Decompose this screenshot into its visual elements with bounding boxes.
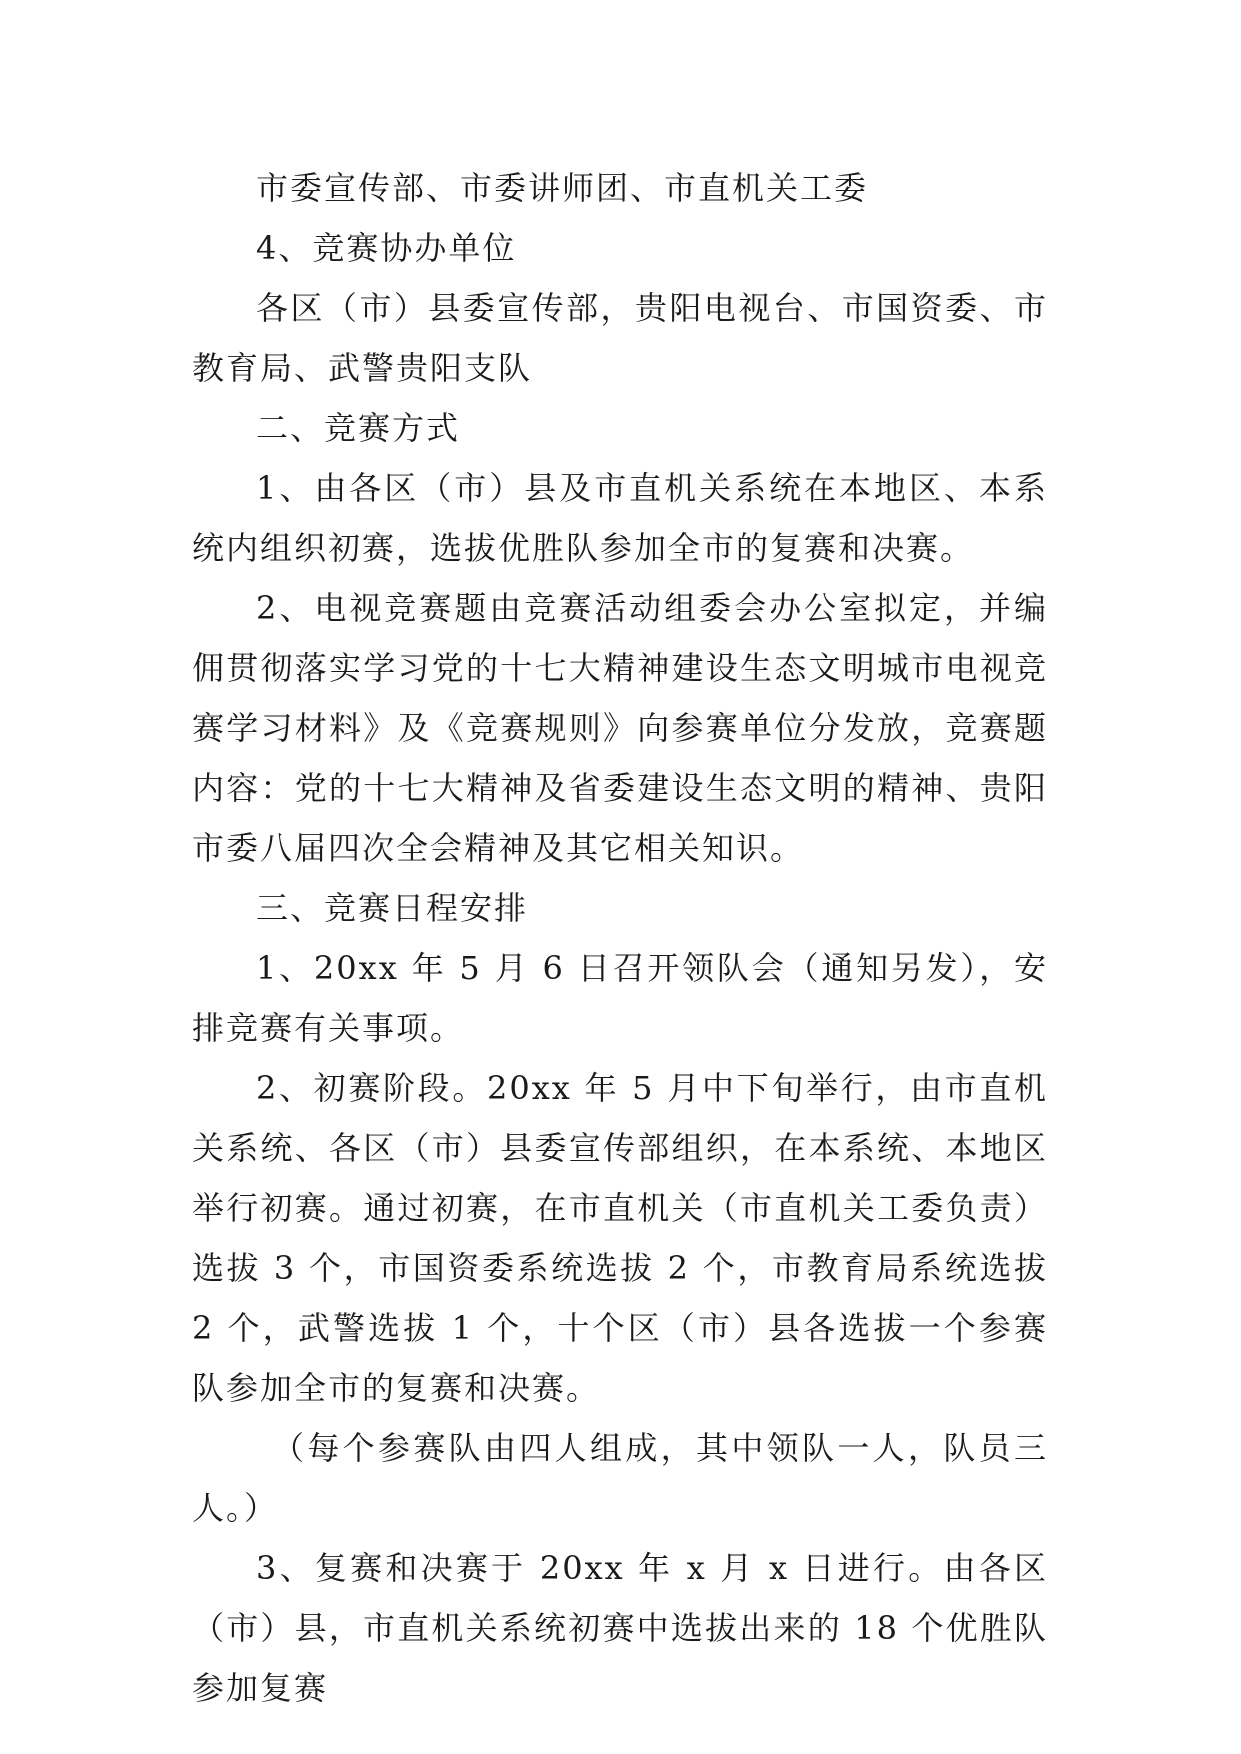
heading-co-organizers: 4、竞赛协办单位 (256, 229, 517, 267)
paragraph-team-note: （每个参赛队由四人组成，其中领队一人，队员三人。） (192, 1429, 1048, 1527)
section-heading-schedule: 三、竞赛日程安排 (256, 889, 529, 927)
paragraph-co-organizers: 各区（市）县委宣传部，贵阳电视台、市国资委、市教育局、武警贵阳支队 (192, 289, 1048, 387)
paragraph-organizers: 市委宣传部、市委讲师团、市直机关工委 (256, 169, 869, 207)
paragraph-method-2: 2、电视竞赛题由竞赛活动组委会办公室拟定，并编佣贯彻落实学习党的十七大精神建设生态文明城市电视竞赛学习材料》及《竞赛规则》向参赛单位分发放，竞赛题内容：党的十七大精神及省委建设生态文明的精神、贵阳市委八届四次全会精神及其它相关知识。 (192, 589, 1048, 867)
paragraph-schedule-1: 1、20xx 年 5 月 6 日召开领队会（通知另发），安排竞赛有关事项。 (192, 949, 1048, 1047)
paragraph-method-1: 1、由各区（市）县及市直机关系统在本地区、本系统内组织初赛，选拔优胜队参加全市的复赛和决赛。 (192, 469, 1048, 567)
paragraph-schedule-2: 2、初赛阶段。20xx 年 5 月中下旬举行，由市直机关系统、各区（市）县委宣传部组织，在本系统、本地区举行初赛。通过初赛，在市直机关（市直机关工委负责）选拔 3 个，市国资委系统选拔 2 个，市教育局系统选拔 2 个，武警选拔 1 个，十个区（市）县各选拔一个参赛队参加全市的复赛和决赛。 (192, 1069, 1048, 1407)
section-heading-competition-method: 二、竞赛方式 (256, 409, 461, 447)
document-body (192, 158, 1048, 1718)
paragraph-schedule-3: 3、复赛和决赛于 20xx 年 x 月 x 日进行。由各区（市）县，市直机关系统初赛中选拔出来的 18 个优胜队参加复赛 (192, 1549, 1048, 1707)
